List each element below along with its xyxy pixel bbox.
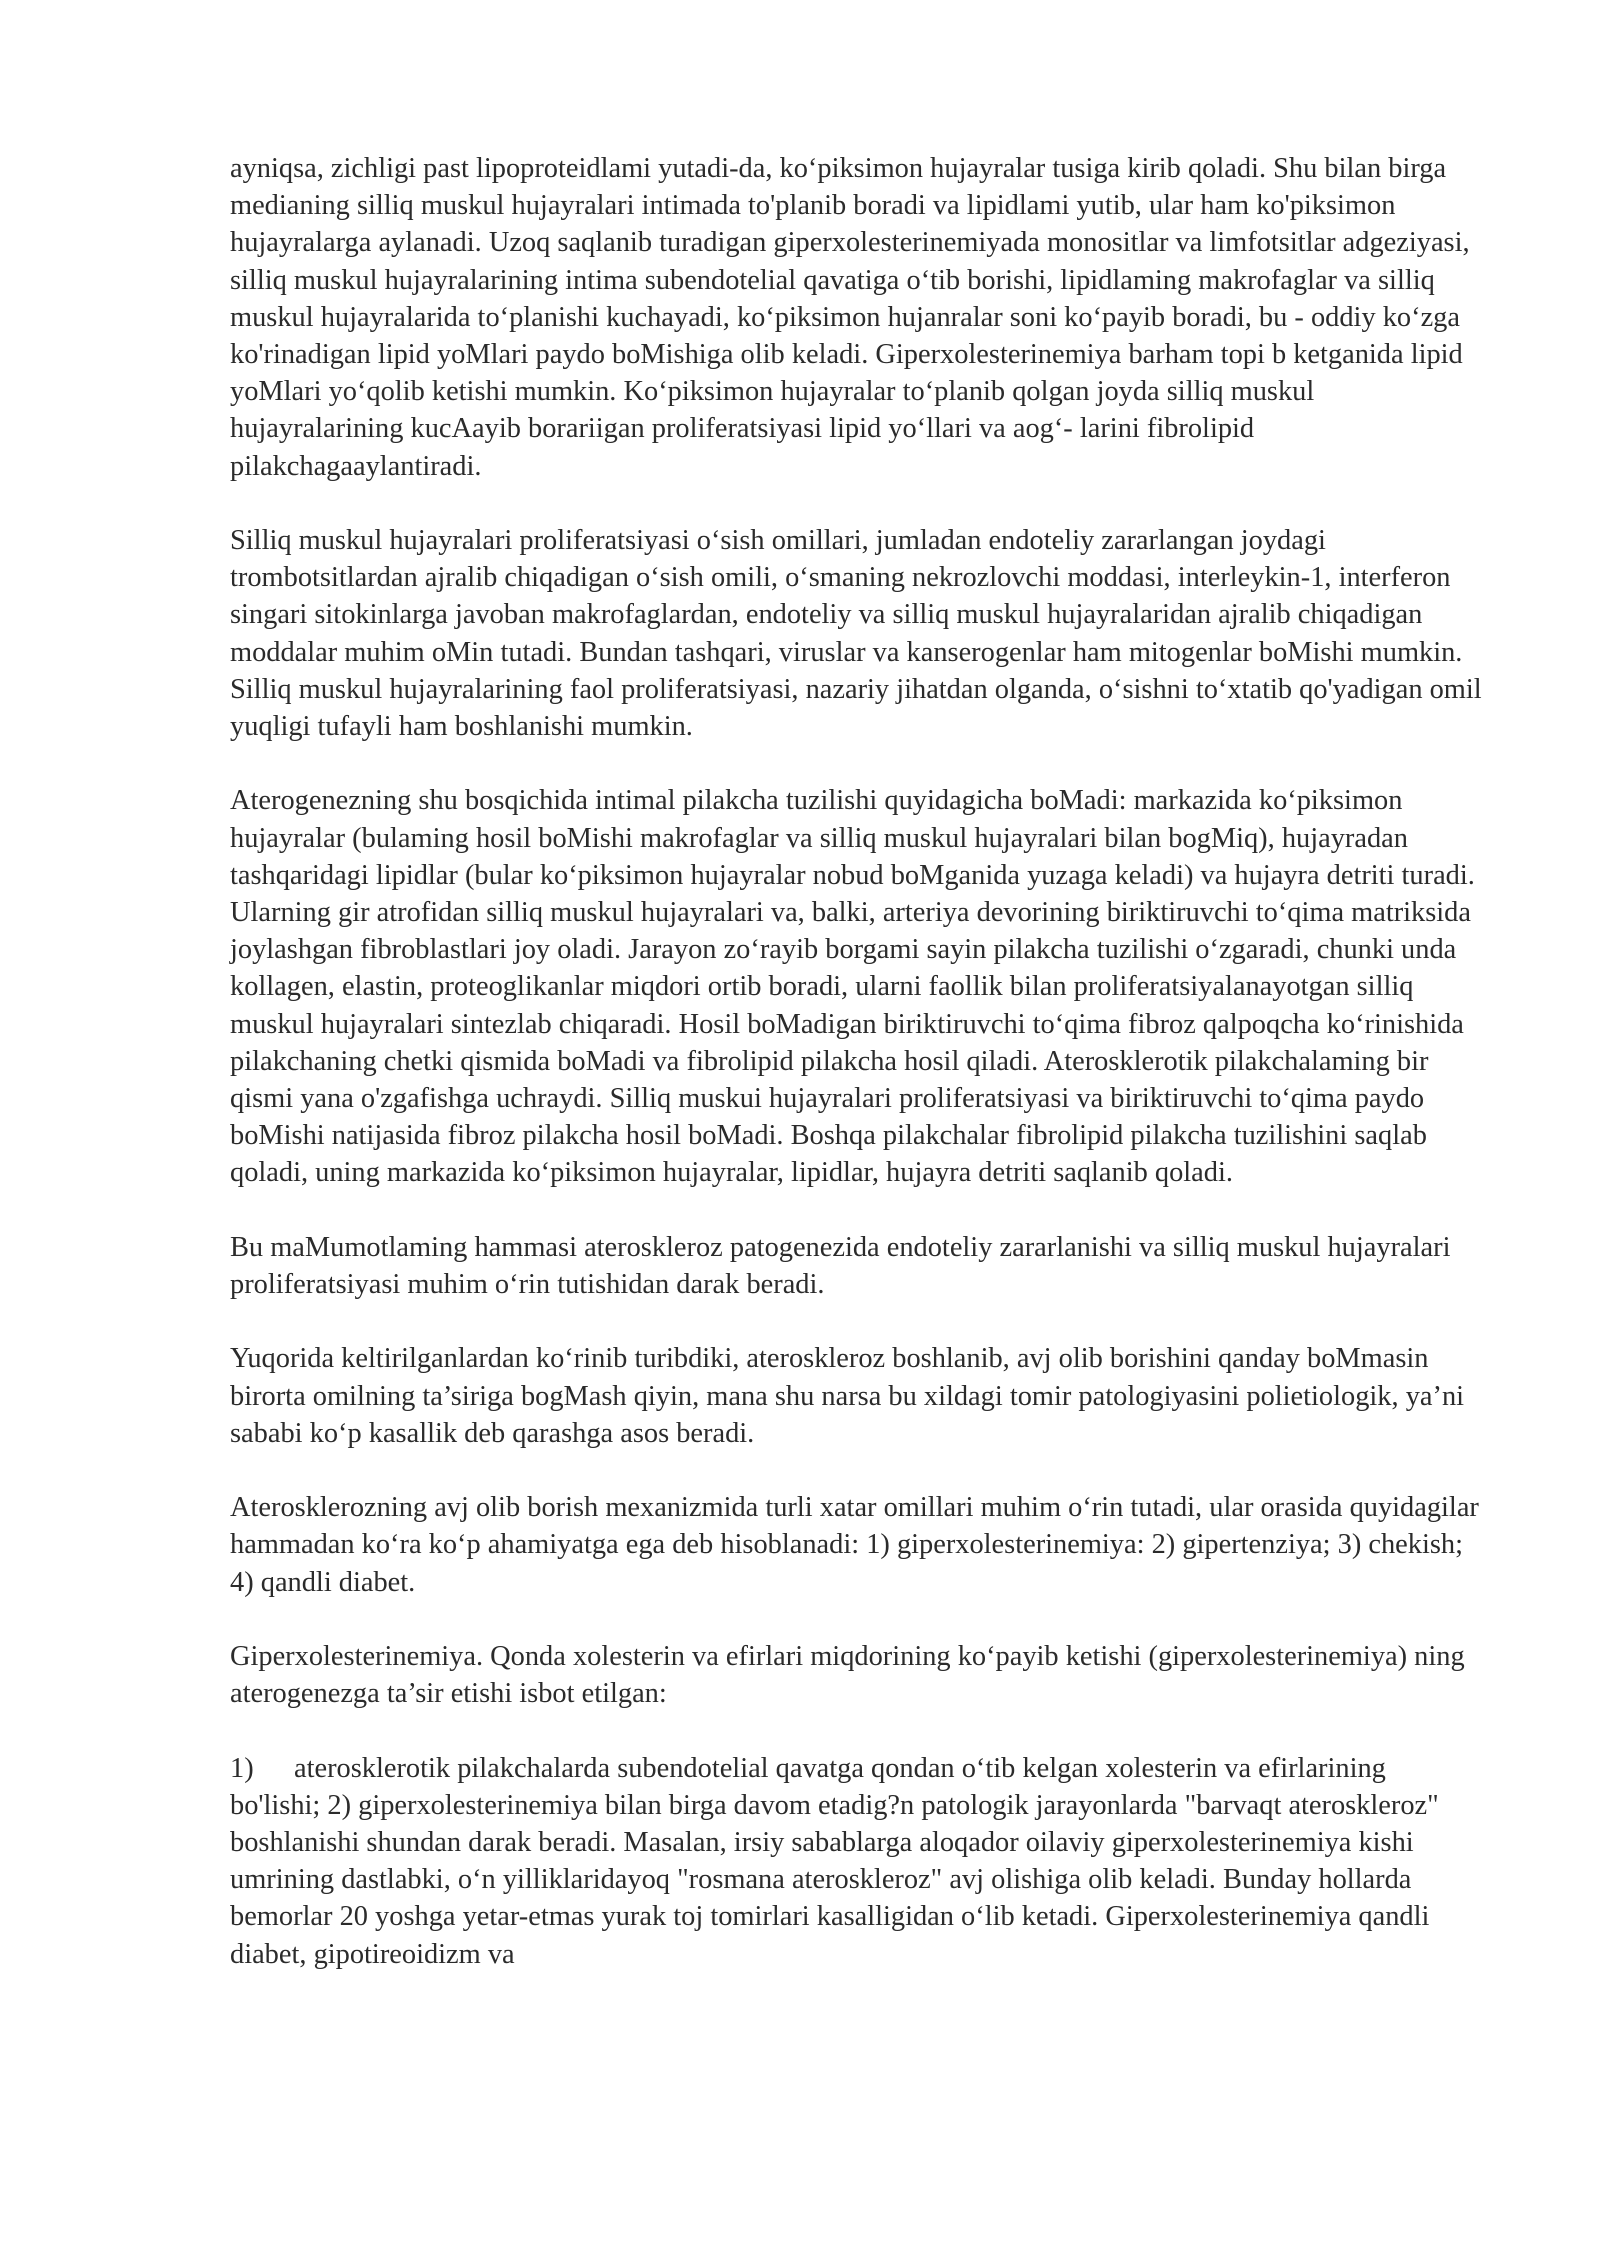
document-body — [230, 150, 1482, 2010]
paragraph-4: Bu maMumotlaming hammasi ateroskleroz patogenezida endoteliy zararlanishi va silliq muskul hujayralari proliferatsiyasi muhim o‘rin tutishidan darak beradi. — [230, 1231, 1451, 1301]
paragraph-3: Aterogenezning shu bosqichida intimal pilakcha tuzilishi quyidagicha boMadi: markazida ko‘piksimon hujayralar (bulaming hosil boMishi makrofaglar va silliq muskul hujayralari bilan bogMiq), hujayradan tashqaridagi lipidlar (bular ko‘piksimon hujayralar nobud boMganida yuzaga keladi) va hujayra detriti turadi. Ularning gir atrofidan silliq muskul hujayralari va, balki, arteriya devorining biriktiruvchi to‘qima matriksida joylashgan fibroblastlari joy oladi. Jarayon zo‘rayib borgami sayin pilakcha tuzilishi o‘zgaradi, chunki unda kollagen, elastin, proteoglikanlar miqdori ortib boradi, ularni faollik bilan proliferatsiyalanayotgan silliq muskul hujayralari sintezlab chiqaradi. Hosil boMadigan biriktiruvchi to‘qima fibroz qalpoqcha ko‘rinishida pilakchaning chetki qismida boMadi va fibrolipid pilakcha hosil qiladi. Aterosklerotik pilakchalaming bir qismi yana o'zgafishga uchraydi. Silliq muskui hujayralari proliferatsiyasi va biriktiruvchi to‘qima paydo boMishi natijasida fibroz pilakcha hosil boMadi. Boshqa pilakchalar fibrolipid pilakcha tuzilishini saqlab qoladi, uning markazida ko‘piksimon hujayralar, lipidlar, hujayra detriti saqlanib qoladi. — [230, 785, 1475, 1189]
numbered-list-item — [230, 1750, 1482, 1973]
list-item-text: aterosklerotik pilakchalarda subendotelial qavatga qondan o‘tib kelgan xolesterin va efirlarining bo'lishi; 2) giperxolesterinemiya bilan birga davom etadig?n patologik jarayonlarda "barvaqt ateroskleroz" boshlanishi shundan darak beradi. Masalan, irsiy sabablarga aloqador oilaviy giperxolesterinemiya kishi umrining dastlabki, o‘n yilliklaridayoq "rosmana ateroskleroz" avj olishiga olib keladi. Bunday hollarda bemorlar 20 yoshga yetar-etmas yurak toj tomirlari kasalligidan o‘lib ketadi. Giperxolesterinemiya qandli diabet, gipotireoidizm va — [230, 1752, 1439, 1970]
list-item-number: 1) — [230, 1752, 254, 1784]
paragraph-2: Silliq muskul hujayralari proliferatsiyasi o‘sish omillari, jumladan endoteliy zararlangan joydagi trombotsitlardan ajralib chiqadigan o‘sish omili, o‘smaning nekrozlovchi moddasi, interleykin-1, interferon singari sitokinlarga javoban makrofaglardan, endoteliy va silliq muskul hujayralaridan ajralib chiqadigan moddalar muhim oMin tutadi. Bundan tashqari, viruslar va kanserogenlar ham mitogenlar boMishi mumkin. Silliq muskul hujayralarining faol proliferatsiyasi, nazariy jihatdan olganda, o‘sishni to‘xtatib qo'yadigan omil yuqligi tufayli ham boshlanishi mumkin. — [230, 525, 1482, 743]
paragraph-6: Aterosklerozning avj olib borish mexanizmida turli xatar omillari muhim o‘rin tutadi, ular orasida quyidagilar hammadan ko‘ra ko‘p ahamiyatga ega deb hisoblanadi: 1) giperxolesterinemiya: 2) gipertenziya; 3) chekish; 4) qandli diabet. — [230, 1492, 1479, 1598]
paragraph-7: Giperxolesterinemiya. Qonda xolesterin va efirlari miqdorining ko‘payib ketishi (giperxolesterinemiya) ning aterogenezga ta’sir etishi isbot etilgan: — [230, 1641, 1465, 1710]
paragraph-1: ayniqsa, zichligi past lipoproteidlami yutadi-da, ko‘piksimon hujayralar tusiga kirib qoladi. Shu bilan birga medianing silliq muskul hujayralari intimada to'planib boradi va lipidlami yutib, ular ham ko'piksimon hujayralarga aylanadi. Uzoq saqlanib turadigan giperxolesterinemiyada monositlar va limfotsitlar adgeziyasi, silliq muskul hujayralarining intima subendotelial qavatiga o‘tib borishi, lipidlaming makrofaglar va silliq muskul hujayralarida to‘planishi kuchayadi, ko‘piksimon hujanralar soni ko‘payib boradi, bu - oddiy ko‘zga ko'rinadigan lipid yoMlari paydo boMishiga olib keladi. Giperxolesterinemiya barham topi b ketganida lipid yoMlari yo‘qolib ketishi mumkin. Ko‘piksimon hujayralar to‘planib qolgan joyda silliq muskul hujayralarining kucAayib borariigan proliferatsiyasi lipid yo‘llari va aog‘- larini fibrolipid pilakchagaaylantiradi. — [230, 153, 1470, 482]
paragraph-5: Yuqorida keltirilganlardan ko‘rinib turibdiki, ateroskleroz boshlanib, avj olib borishini qanday boMmasin birorta omilning ta’siriga bogMash qiyin, mana shu narsa bu xildagi tomir patologiyasini polietiologik, ya’ni sababi ko‘p kasallik deb qarashga asos beradi. — [230, 1343, 1465, 1449]
